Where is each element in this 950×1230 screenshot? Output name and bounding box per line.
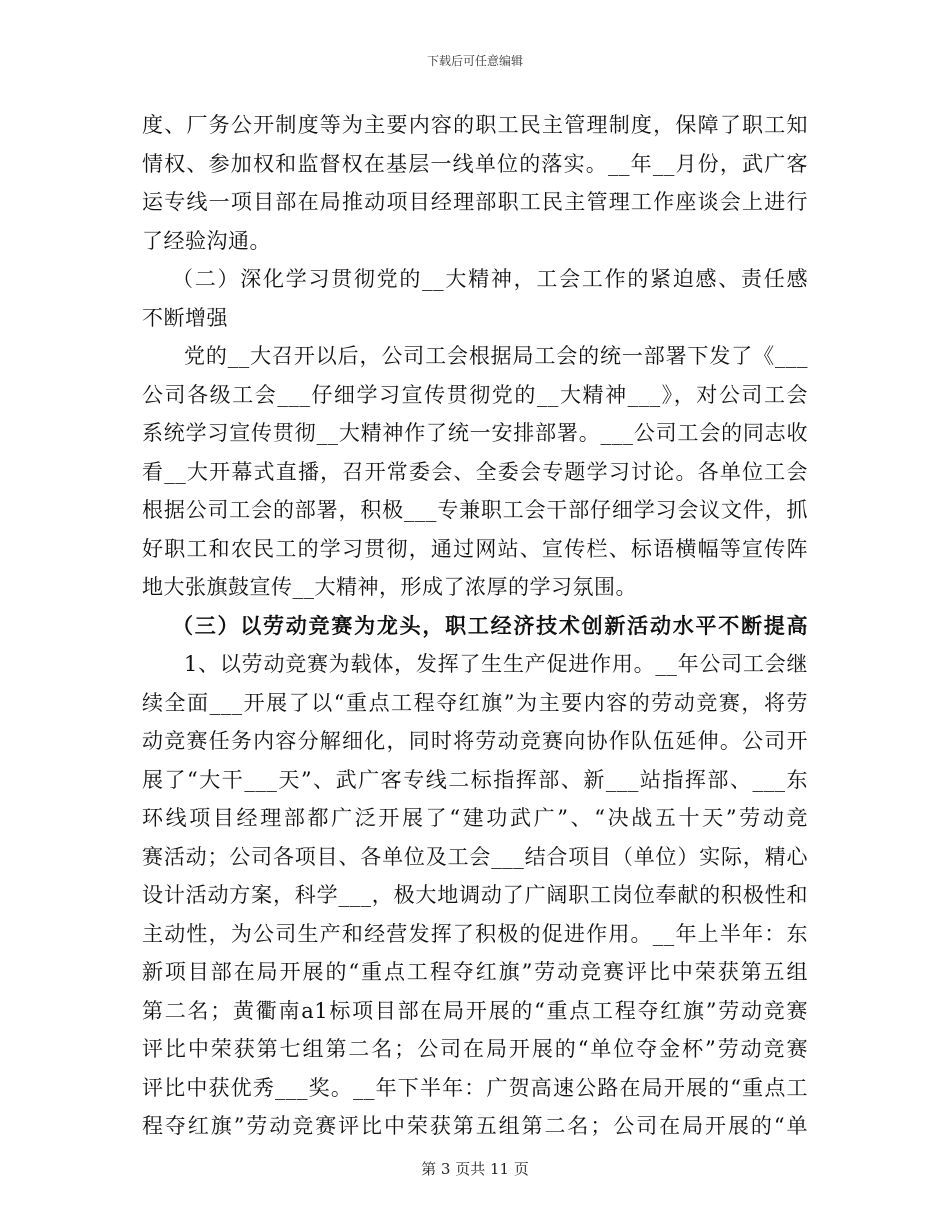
body-line: 新项目部在局开展的“重点工程夺红旗”劳动竞赛评比中荣获第五组 <box>142 960 808 984</box>
body-line: 看__大开幕式直播，召开常委会、全委会专题学习讨论。各单位工会 <box>142 459 808 484</box>
section-heading-line: （二）深化学习贯彻党的__大精神，工会工作的紧迫感、责任感 <box>172 267 808 291</box>
body-line: 动竞赛任务内容分解细化，同时将劳动竞赛向协作队伍延伸。公司开 <box>142 729 808 753</box>
body-line: 环线项目经理部都广泛开展了“建功武广”、“决战五十天”劳动竞 <box>142 806 808 830</box>
page-number: 第 3 页共 11 页 <box>421 1160 529 1178</box>
body-line: 主动性，为公司生产和经营发挥了积极的促进作用。__年上半年：东 <box>142 921 808 946</box>
body-line: 地大张旗鼓宣传__大精神，形成了浓厚的学习氛围。 <box>142 575 637 599</box>
body-line: 续全面___开展了以“重点工程夺红旗”为主要内容的劳动竞赛，将劳 <box>142 690 808 715</box>
body-line: 公司各级工会___仔细学习宣传贯彻党的__大精神___》，对公司工会 <box>142 382 808 407</box>
body-line: 第二名；黄衢南a1标项目部在局开展的“重点工程夺红旗”劳动竞赛 <box>142 998 808 1023</box>
body-line: 度、厂务公开制度等为主要内容的职工民主管理制度，保障了职工知 <box>142 113 808 137</box>
body-line: 评比中荣获第七组第二名；公司在局开展的“单位夺金杯”劳动竞赛 <box>142 1037 808 1061</box>
document-body <box>142 106 808 1146</box>
body-line: 系统学习宣传贯彻__大精神作了统一安排部署。___公司工会的同志收 <box>142 421 808 445</box>
body-line: 设计活动方案，科学___，极大地调动了广阔职工岗位奉献的积极性和 <box>142 883 808 907</box>
body-line: 党的__大召开以后，公司工会根据局工会的统一部署下发了《___ <box>184 344 808 368</box>
body-line: 评比中获优秀___奖。__年下半年：广贺高速公路在局开展的“重点工 <box>142 1075 808 1100</box>
body-line: 运专线一项目部在局推动项目经理部职工民主管理工作座谈会上进行 <box>142 190 808 214</box>
body-line: 根据公司工会的部署，积极___专兼职工会干部仔细学习会议文件，抓 <box>142 498 808 522</box>
section-heading: （三）以劳动竞赛为龙头，职工经济技术创新活动水平不断提高 <box>172 612 808 638</box>
body-line: 展了“大干___天”、武广客专线二标指挥部、新___站指挥部、___东 <box>142 767 808 792</box>
section-heading-line: 不断增强 <box>142 305 228 330</box>
body-line: 程夺红旗”劳动竞赛评比中荣获第五组第二名；公司在局开展的“单 <box>142 1114 808 1138</box>
body-line: 赛活动；公司各项目、各单位及工会___结合项目（单位）实际，精心 <box>142 844 808 869</box>
body-line: 好职工和农民工的学习贯彻，通过网站、宣传栏、标语横幅等宣传阵 <box>142 536 808 561</box>
body-line: 情权、参加权和监督权在基层一线单位的落实。__年__月份，武广客 <box>142 151 808 176</box>
body-line: 了经验沟通。 <box>142 228 271 253</box>
page-header: 下载后可任意编辑 <box>426 54 523 68</box>
body-line: 1、以劳动竞赛为载体，发挥了生生产促进作用。__年公司工会继 <box>184 652 808 676</box>
